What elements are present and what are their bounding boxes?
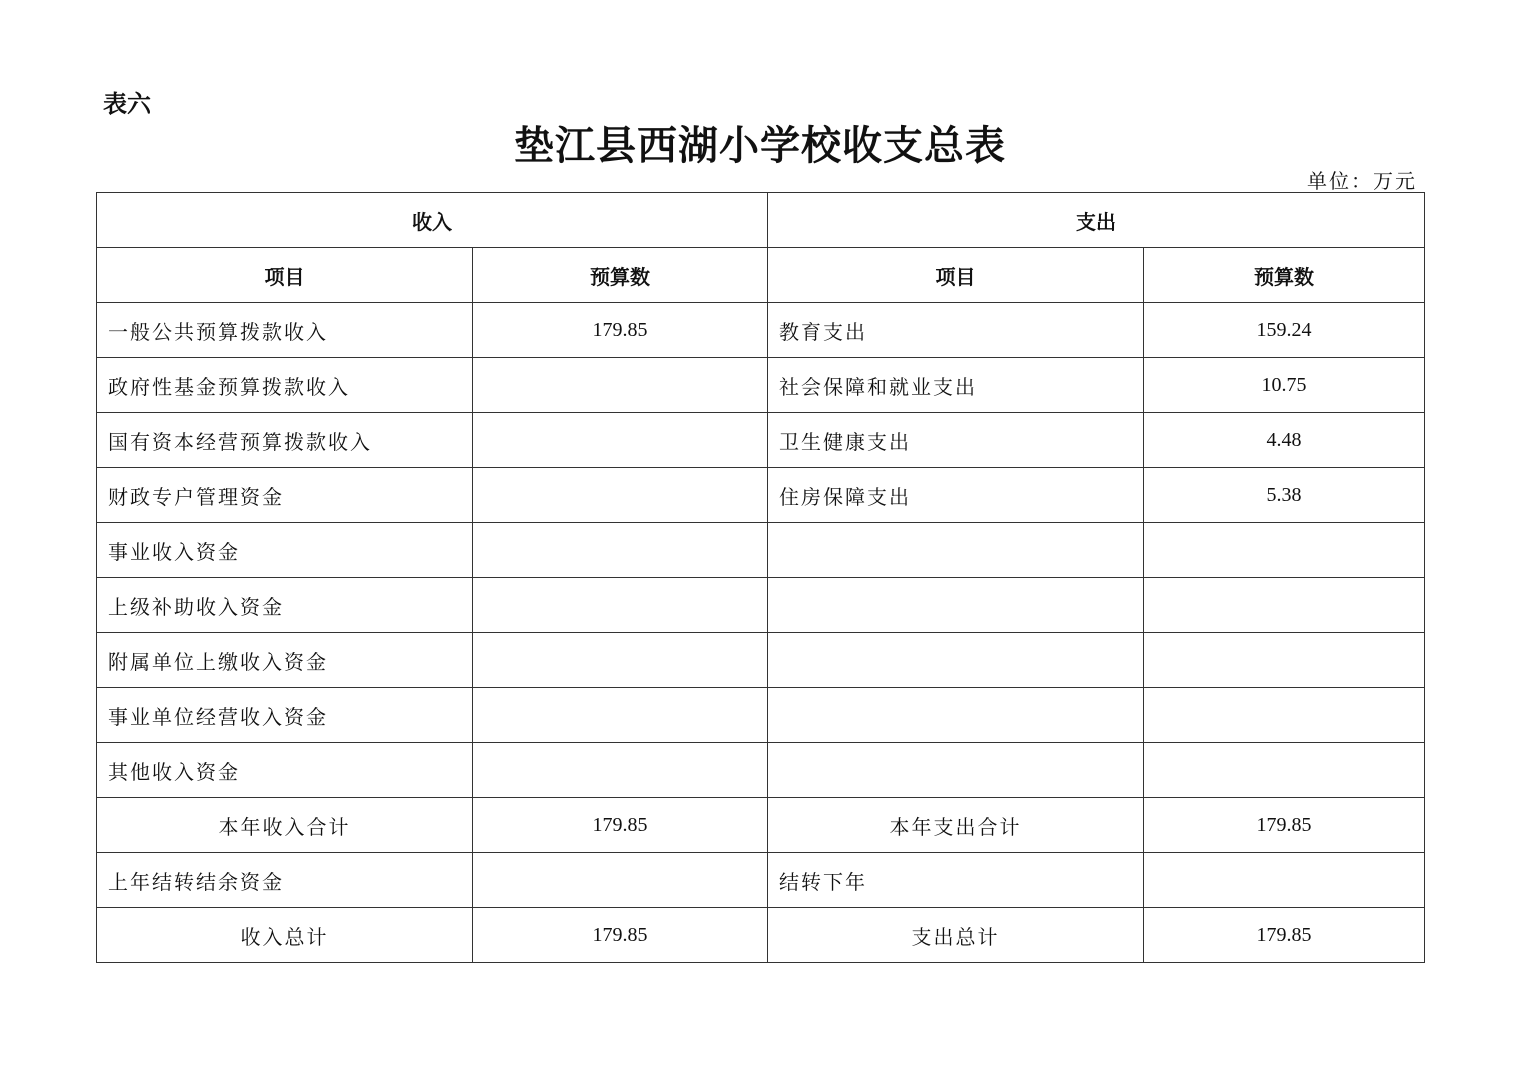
table-row (97, 468, 1425, 523)
income-amount-cell (473, 468, 768, 523)
expense-amount-cell (1144, 633, 1425, 688)
income-amount-cell (473, 688, 768, 743)
expense-amount-cell: 10.75 (1144, 358, 1425, 413)
income-amount-cell (473, 523, 768, 578)
carryover-income-label: 上年结转结余资金 (97, 853, 473, 908)
group-header-row (97, 193, 1425, 248)
grand-expense-total-label: 支出总计 (768, 908, 1144, 963)
table-row (97, 688, 1425, 743)
income-amount-cell (473, 413, 768, 468)
expense-item-cell (768, 633, 1144, 688)
carryover-row (97, 853, 1425, 908)
expense-amount-cell (1144, 523, 1425, 578)
expense-item-cell (768, 688, 1144, 743)
expense-group-header: 支出 (768, 193, 1425, 248)
expense-amount-cell (1144, 688, 1425, 743)
expense-item-cell (768, 743, 1144, 798)
income-amount-cell (473, 743, 768, 798)
expense-item-cell: 社会保障和就业支出 (768, 358, 1144, 413)
grand-expense-total-amount: 179.85 (1144, 908, 1425, 963)
expense-amount-cell: 159.24 (1144, 303, 1425, 358)
year-expense-total-amount: 179.85 (1144, 798, 1425, 853)
carryover-expense-amount (1144, 853, 1425, 908)
carryover-income-amount (473, 853, 768, 908)
expense-item-cell (768, 578, 1144, 633)
grand-income-total-amount: 179.85 (473, 908, 768, 963)
expense-amount-cell (1144, 743, 1425, 798)
income-item-cell: 一般公共预算拨款收入 (97, 303, 473, 358)
expense-amount-cell (1144, 578, 1425, 633)
income-item-cell: 事业收入资金 (97, 523, 473, 578)
income-amount-cell (473, 633, 768, 688)
year-expense-total-label: 本年支出合计 (768, 798, 1144, 853)
table-row (97, 358, 1425, 413)
expense-item-cell (768, 523, 1144, 578)
income-item-cell: 事业单位经营收入资金 (97, 688, 473, 743)
expense-amount-column-header: 预算数 (1144, 248, 1425, 303)
expense-item-cell: 住房保障支出 (768, 468, 1144, 523)
income-item-cell: 其他收入资金 (97, 743, 473, 798)
table-number-label: 表六 (103, 90, 151, 118)
column-header-row (97, 248, 1425, 303)
table-row (97, 633, 1425, 688)
expense-amount-cell: 5.38 (1144, 468, 1425, 523)
table-row (97, 523, 1425, 578)
document-title: 垫江县西湖小学校收支总表 (514, 122, 1006, 169)
expense-amount-cell: 4.48 (1144, 413, 1425, 468)
income-item-cell: 财政专户管理资金 (97, 468, 473, 523)
income-amount-cell (473, 358, 768, 413)
income-amount-column-header: 预算数 (473, 248, 768, 303)
year-income-total-amount: 179.85 (473, 798, 768, 853)
table-row (97, 743, 1425, 798)
income-item-cell: 附属单位上缴收入资金 (97, 633, 473, 688)
income-item-cell: 政府性基金预算拨款收入 (97, 358, 473, 413)
income-amount-cell (473, 578, 768, 633)
grand-income-total-label: 收入总计 (97, 908, 473, 963)
year-income-total-label: 本年收入合计 (97, 798, 473, 853)
expense-item-column-header: 项目 (768, 248, 1144, 303)
income-expense-summary-table (96, 192, 1425, 963)
grand-total-row (97, 908, 1425, 963)
year-total-row (97, 798, 1425, 853)
table-row (97, 578, 1425, 633)
expense-item-cell: 教育支出 (768, 303, 1144, 358)
income-item-cell: 国有资本经营预算拨款收入 (97, 413, 473, 468)
income-group-header: 收入 (97, 193, 768, 248)
table-row (97, 413, 1425, 468)
income-item-column-header: 项目 (97, 248, 473, 303)
expense-item-cell: 卫生健康支出 (768, 413, 1144, 468)
carryover-expense-label: 结转下年 (768, 853, 1144, 908)
table-row (97, 303, 1425, 358)
income-item-cell: 上级补助收入资金 (97, 578, 473, 633)
unit-note: 单位：万元 (1307, 169, 1417, 193)
income-amount-cell: 179.85 (473, 303, 768, 358)
